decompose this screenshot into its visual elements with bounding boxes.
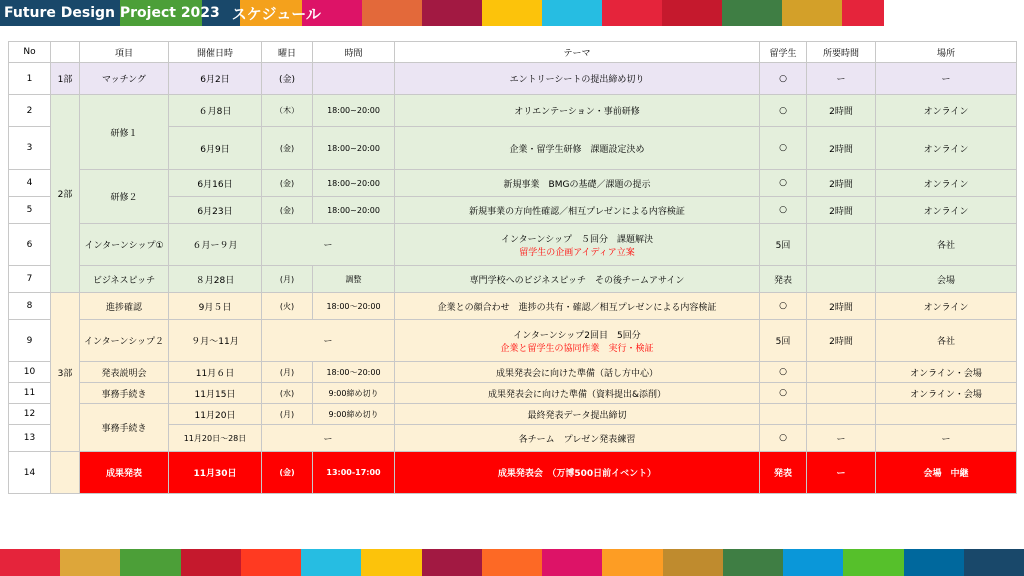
row-theme: 新規事業 BMGの基礎／課題の提示 — [395, 170, 760, 197]
row-intl: 5回 — [760, 224, 807, 266]
row-no: 2 — [9, 95, 51, 127]
row-weekday: (水) — [262, 383, 313, 404]
row-theme: 成果発表会に向けた準備（話し方中心） — [395, 362, 760, 383]
row-date: ６月8日 — [169, 95, 262, 127]
row-intl: ○ — [760, 197, 807, 224]
row-duration — [807, 362, 876, 383]
row-time: ー — [262, 425, 395, 452]
table-header-row — [9, 42, 1017, 63]
stripe-segment — [602, 549, 662, 576]
col-weekday: 曜日 — [262, 42, 313, 63]
col-no: No — [9, 42, 51, 63]
row-duration — [807, 383, 876, 404]
row-weekday: （木） — [262, 95, 313, 127]
title-english: Future Design Project 2023 — [4, 5, 220, 21]
row-weekday: (金) — [262, 452, 313, 494]
row-date: ８月28日 — [169, 266, 262, 293]
row-no: 11 — [9, 383, 51, 404]
col-intl: 留学生 — [760, 42, 807, 63]
row-no: 1 — [9, 63, 51, 95]
row-theme: エントリーシートの提出締め切り — [395, 63, 760, 95]
table-row — [9, 170, 1017, 197]
row-time: 13:00-17:00 — [313, 452, 395, 494]
row-time: 18:00～20:00 — [313, 362, 395, 383]
row-duration: 2時間 — [807, 197, 876, 224]
table-row — [9, 320, 1017, 362]
row-date: 11月20日 — [169, 404, 262, 425]
page-title — [0, 0, 362, 26]
table-row — [9, 383, 1017, 404]
row-time: 18:00~20:00 — [313, 127, 395, 170]
row-theme: 企業・留学生研修 課題設定決め — [395, 127, 760, 170]
row-time: 18:00~20:00 — [313, 197, 395, 224]
row-duration: 2時間 — [807, 293, 876, 320]
row-theme — [395, 320, 760, 362]
row-date: 11月15日 — [169, 383, 262, 404]
table-row — [9, 63, 1017, 95]
stripe-segment — [722, 0, 782, 26]
row-duration — [807, 404, 876, 425]
row-date: 6月23日 — [169, 197, 262, 224]
col-theme: テーマ — [395, 42, 760, 63]
row-theme: 最終発表データ提出締切 — [395, 404, 760, 425]
row-item: 事務手続き — [80, 404, 169, 452]
theme-main: インターンシップ2回目 5回分 — [513, 330, 641, 341]
row-intl — [760, 404, 807, 425]
row-intl: 5回 — [760, 320, 807, 362]
row-item: 発表説明会 — [80, 362, 169, 383]
row-duration — [807, 224, 876, 266]
row-no: 8 — [9, 293, 51, 320]
row-place: ー — [876, 425, 1017, 452]
table-row — [9, 224, 1017, 266]
row-date: 6月2日 — [169, 63, 262, 95]
row-place: 会場 — [876, 266, 1017, 293]
row-place: オンライン・会場 — [876, 362, 1017, 383]
row-no: 10 — [9, 362, 51, 383]
row-theme: 新規事業の方向性確認／相互プレゼンによる内容検証 — [395, 197, 760, 224]
row-time: 18:00~20:00 — [313, 95, 395, 127]
table-row — [9, 452, 1017, 494]
row-duration — [807, 266, 876, 293]
stripe-segment — [422, 549, 482, 576]
row-intl: 発表 — [760, 266, 807, 293]
row-item: ビジネスピッチ — [80, 266, 169, 293]
table-row — [9, 95, 1017, 127]
row-time: ー — [262, 224, 395, 266]
stripe-segment — [783, 549, 843, 576]
row-intl: ○ — [760, 95, 807, 127]
part-label: 1部 — [51, 63, 80, 95]
row-weekday: (月) — [262, 266, 313, 293]
stripe-segment — [422, 0, 450, 26]
row-date: 6月16日 — [169, 170, 262, 197]
stripe-segment — [241, 549, 301, 576]
row-time: 9:00締め切り — [313, 404, 395, 425]
row-place — [876, 404, 1017, 425]
schedule-table — [8, 41, 1017, 494]
row-theme: 成果発表会 （万博500日前イベント） — [395, 452, 760, 494]
row-no: 9 — [9, 320, 51, 362]
row-no: 14 — [9, 452, 51, 494]
row-item: 成果発表 — [80, 452, 169, 494]
col-date: 開催日時 — [169, 42, 262, 63]
row-duration: 2時間 — [807, 95, 876, 127]
row-item: 研修１ — [80, 95, 169, 170]
row-intl: ○ — [760, 383, 807, 404]
row-date: 9月５日 — [169, 293, 262, 320]
row-time: 調整 — [313, 266, 395, 293]
theme-sub: 留学生の企画アイディア立案 — [519, 247, 635, 258]
table-row — [9, 266, 1017, 293]
row-intl: ○ — [760, 293, 807, 320]
col-time: 時間 — [313, 42, 395, 63]
col-part — [51, 42, 80, 63]
theme-main: インターンシップ ５回分 課題解決 — [500, 234, 654, 245]
row-theme: 企業との顔合わせ 進捗の共有・確認／相互プレゼンによる内容検証 — [395, 293, 760, 320]
row-place: オンライン — [876, 95, 1017, 127]
row-no: 12 — [9, 404, 51, 425]
row-place: オンライン — [876, 197, 1017, 224]
row-place: 会場 中継 — [876, 452, 1017, 494]
row-date: ６月ー９月 — [169, 224, 262, 266]
row-duration: 2時間 — [807, 170, 876, 197]
row-duration: 2時間 — [807, 320, 876, 362]
row-theme: 専門学校へのビジネスピッチ その後チームアサイン — [395, 266, 760, 293]
row-weekday: (月) — [262, 404, 313, 425]
stripe-segment — [362, 0, 422, 26]
row-place: ー — [876, 63, 1017, 95]
stripe-segment — [842, 0, 884, 26]
stripe-segment — [301, 549, 361, 576]
row-time — [313, 63, 395, 95]
row-date: ９月～11月 — [169, 320, 262, 362]
part-label: 2部 — [51, 95, 80, 293]
row-place: オンライン — [876, 170, 1017, 197]
row-time: 18:00～20:00 — [313, 293, 395, 320]
row-no: 7 — [9, 266, 51, 293]
row-intl: ○ — [760, 127, 807, 170]
stripe-segment — [662, 0, 722, 26]
row-duration: ー — [807, 63, 876, 95]
stripe-segment — [450, 0, 482, 26]
row-date: 11月20日～28日 — [169, 425, 262, 452]
table-row — [9, 362, 1017, 383]
theme-sub: 企業と留学生の協同作業 実行・検証 — [500, 343, 654, 354]
bottom-color-stripe — [0, 549, 1024, 576]
row-duration: ー — [807, 452, 876, 494]
stripe-segment — [0, 549, 60, 576]
row-duration: 2時間 — [807, 127, 876, 170]
stripe-segment — [482, 0, 542, 26]
row-date: 11月６日 — [169, 362, 262, 383]
row-theme: 成果発表会に向けた準備（資料提出&添削） — [395, 383, 760, 404]
stripe-segment — [542, 549, 602, 576]
stripe-segment — [482, 549, 542, 576]
stripe-segment — [361, 549, 421, 576]
row-intl: ○ — [760, 63, 807, 95]
row-weekday: (金) — [262, 197, 313, 224]
row-weekday: (金) — [262, 127, 313, 170]
part-label: 3部 — [51, 293, 80, 452]
row-place: 各社 — [876, 224, 1017, 266]
row-weekday: (金) — [262, 170, 313, 197]
row-item: 研修２ — [80, 170, 169, 224]
col-place: 場所 — [876, 42, 1017, 63]
row-intl: ○ — [760, 425, 807, 452]
row-place: オンライン — [876, 127, 1017, 170]
part-blank — [51, 452, 80, 494]
stripe-segment — [602, 0, 662, 26]
col-duration: 所要時間 — [807, 42, 876, 63]
row-weekday: (月) — [262, 362, 313, 383]
stripe-segment — [120, 549, 180, 576]
table-row — [9, 293, 1017, 320]
row-time: 18:00~20:00 — [313, 170, 395, 197]
col-item: 項目 — [80, 42, 169, 63]
stripe-segment — [542, 0, 602, 26]
stripe-segment — [723, 549, 783, 576]
row-time: 9:00締め切り — [313, 383, 395, 404]
stripe-segment — [663, 549, 723, 576]
stripe-segment — [181, 549, 241, 576]
stripe-segment — [60, 549, 120, 576]
row-item: インターンシップ２ — [80, 320, 169, 362]
row-item: 事務手続き — [80, 383, 169, 404]
row-intl: ○ — [760, 170, 807, 197]
row-date: 6月9日 — [169, 127, 262, 170]
row-item: 進捗確認 — [80, 293, 169, 320]
row-no: 3 — [9, 127, 51, 170]
row-duration: ー — [807, 425, 876, 452]
row-weekday: (火) — [262, 293, 313, 320]
row-theme: オリエンテーション・事前研修 — [395, 95, 760, 127]
row-place: 各社 — [876, 320, 1017, 362]
row-date: 11月30日 — [169, 452, 262, 494]
row-no: 5 — [9, 197, 51, 224]
row-no: 13 — [9, 425, 51, 452]
row-intl: 発表 — [760, 452, 807, 494]
row-weekday: (金) — [262, 63, 313, 95]
row-time: ー — [262, 320, 395, 362]
row-theme — [395, 224, 760, 266]
stripe-segment — [843, 549, 903, 576]
row-item: インターンシップ① — [80, 224, 169, 266]
row-item: マッチング — [80, 63, 169, 95]
title-japanese: スケジュール — [231, 4, 321, 23]
row-theme: 各チーム プレゼン発表練習 — [395, 425, 760, 452]
row-intl: ○ — [760, 362, 807, 383]
table-row — [9, 404, 1017, 425]
stripe-segment — [904, 549, 964, 576]
row-place: オンライン — [876, 293, 1017, 320]
stripe-segment — [782, 0, 842, 26]
row-no: 4 — [9, 170, 51, 197]
row-no: 6 — [9, 224, 51, 266]
row-place: オンライン・会場 — [876, 383, 1017, 404]
stripe-segment — [964, 549, 1024, 576]
